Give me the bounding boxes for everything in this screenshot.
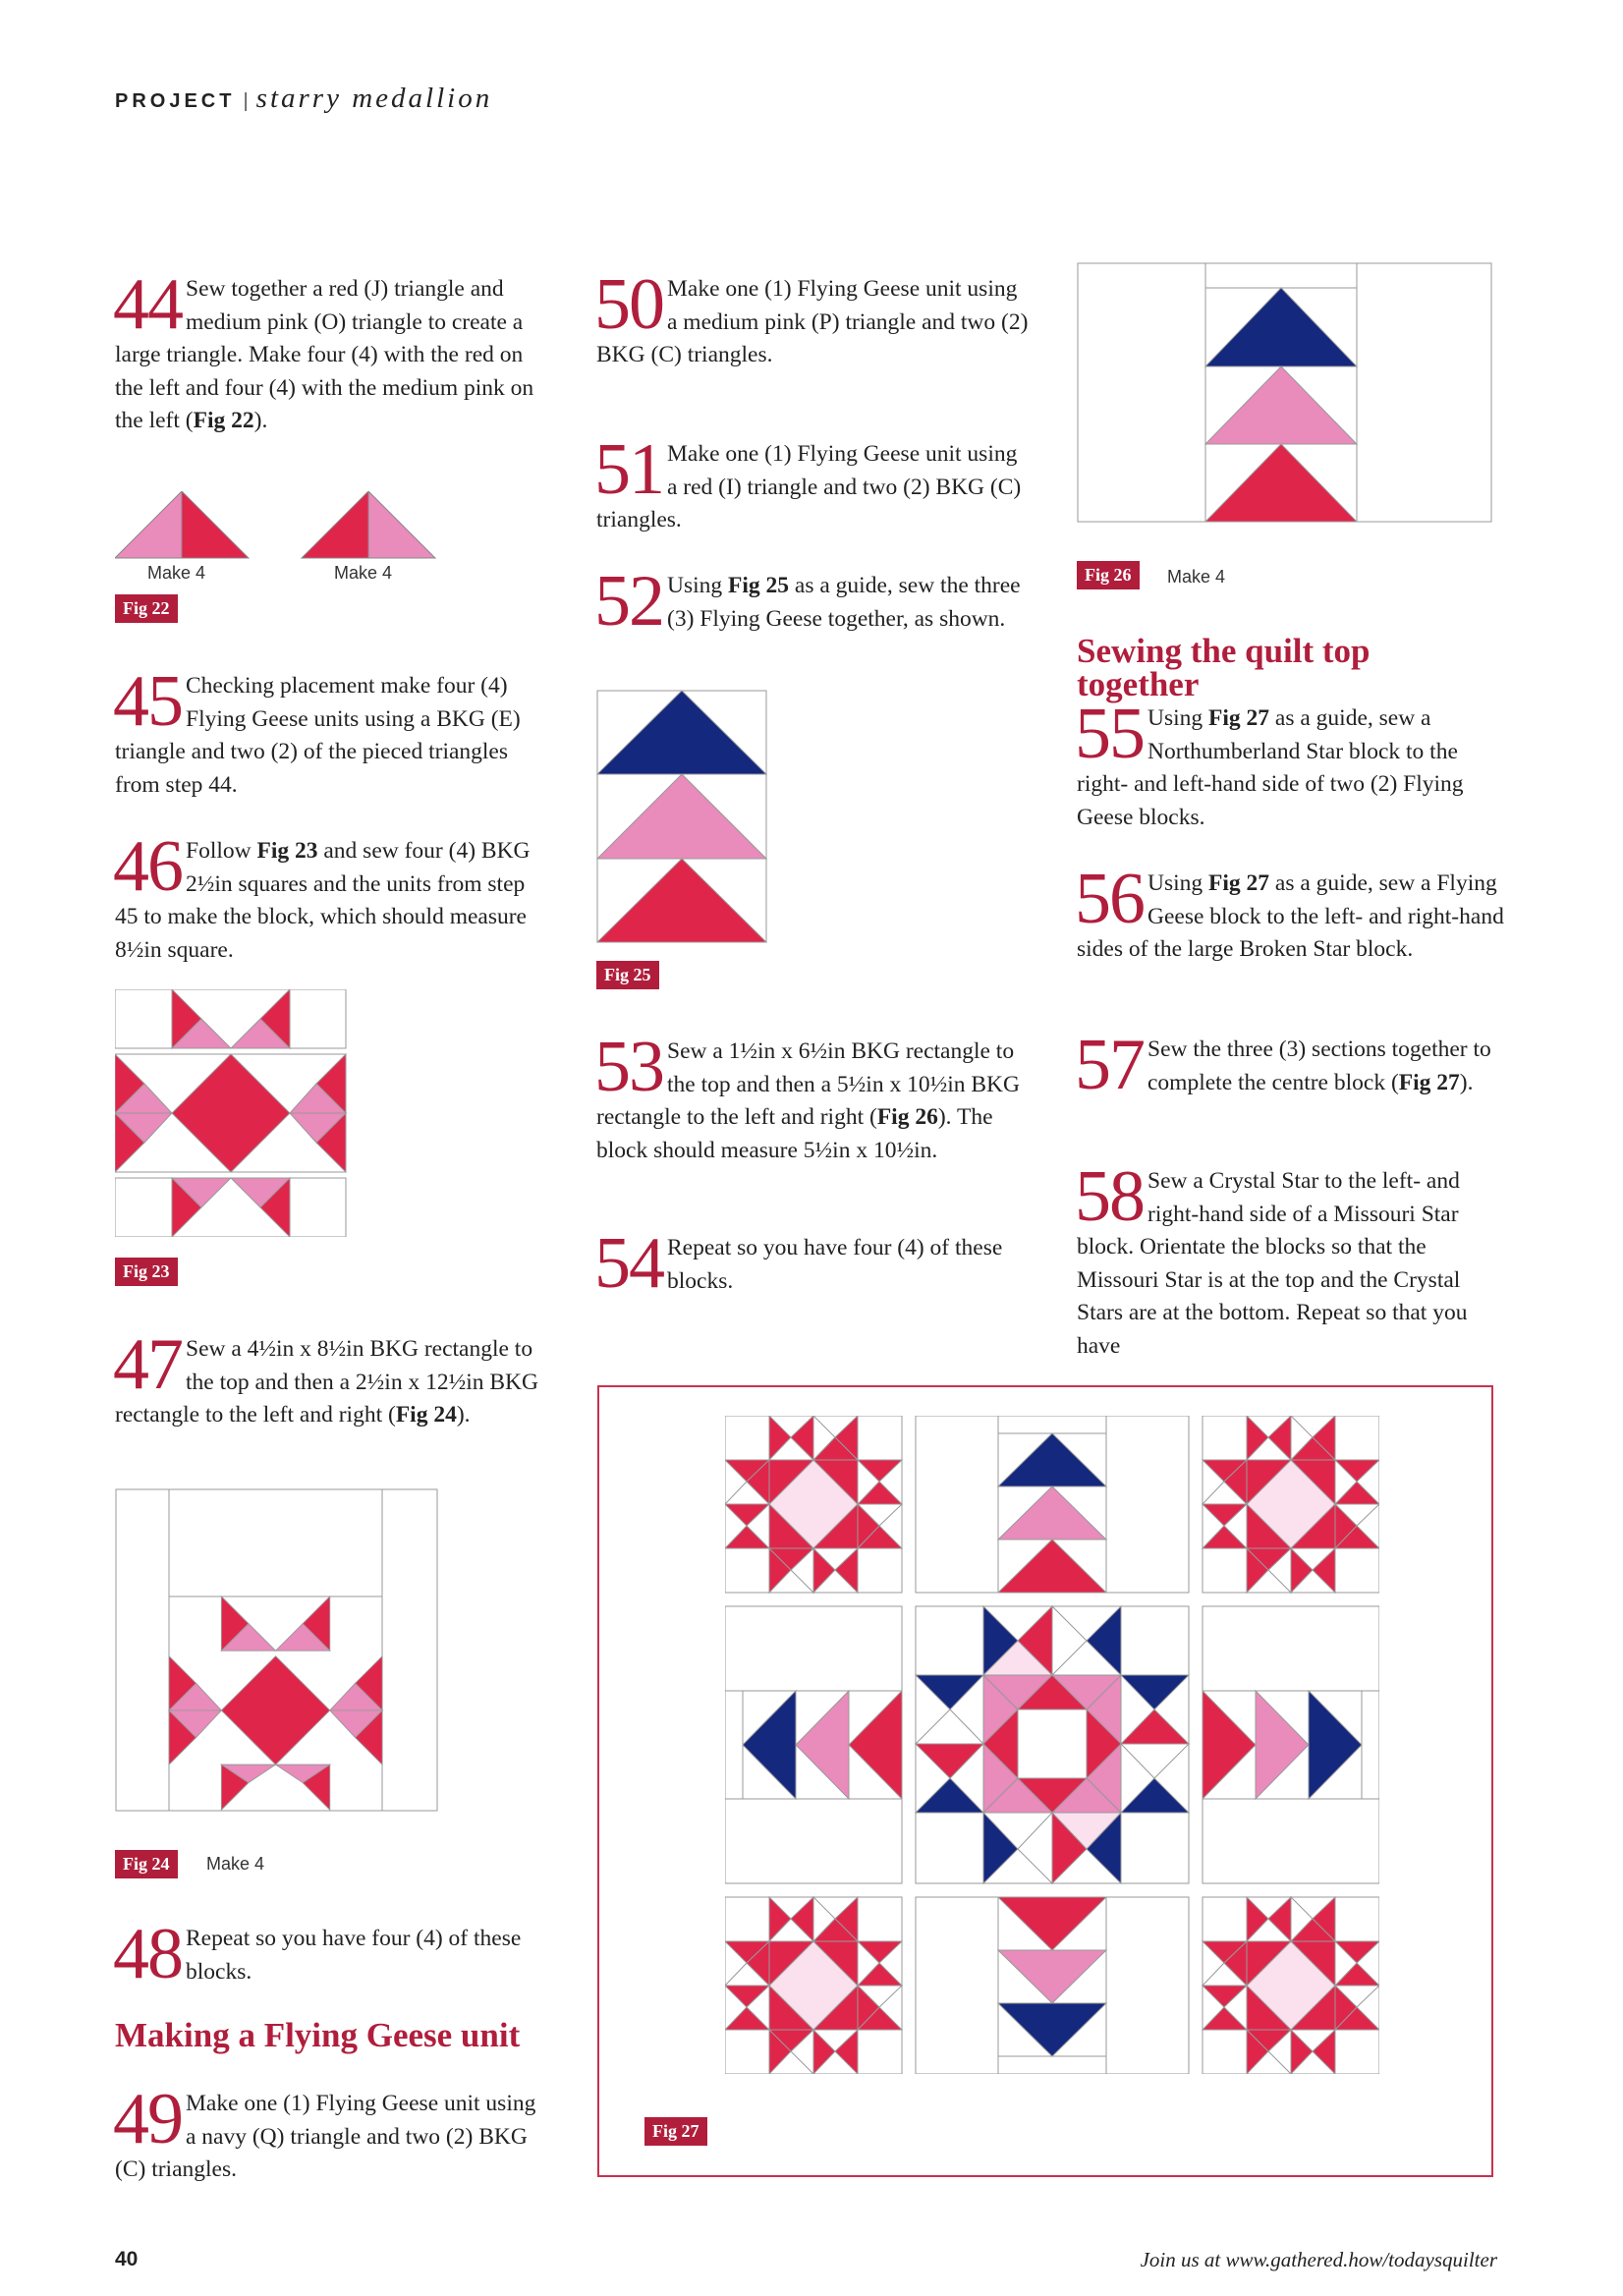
fig23-label: Fig 23 xyxy=(115,1258,178,1286)
fig24-make: Make 4 xyxy=(206,1854,265,1874)
step-number: 57 xyxy=(1075,1025,1144,1105)
fig-ref: Fig 26 xyxy=(876,1104,938,1130)
corner-star-bottom-right xyxy=(1203,1897,1379,2074)
step-52 xyxy=(594,561,1029,642)
fig25-graphic xyxy=(596,690,767,943)
step-57 xyxy=(1075,1025,1509,1105)
step-55 xyxy=(1075,694,1509,834)
footer-url: Join us at www.gathered.how/todaysquilter xyxy=(1140,2248,1497,2271)
step-number: 52 xyxy=(594,561,663,642)
fig-ref: Fig 27 xyxy=(1398,1069,1460,1095)
fig-ref: Fig 22 xyxy=(193,408,254,433)
fig-ref: Fig 27 xyxy=(1208,705,1270,731)
fig25-label: Fig 25 xyxy=(596,961,659,989)
step-number: 49 xyxy=(113,2079,182,2159)
fig27-top-geese xyxy=(916,1416,1189,1593)
fig27-bottom-geese xyxy=(916,1897,1189,2074)
step-58 xyxy=(1075,1156,1509,1363)
step-text: Make one (1) Flying Geese unit using a red (I) triangle and two (2) BKG (C) triangles. xyxy=(596,441,1022,532)
fig22-label: Fig 22 xyxy=(115,594,178,623)
step-text-pre: Using xyxy=(667,573,729,598)
step-number: 58 xyxy=(1075,1156,1144,1237)
step-text-pre: Follow xyxy=(186,838,257,864)
fig-ref: Fig 23 xyxy=(256,838,318,864)
fig27-centre-star xyxy=(916,1606,1189,1883)
corner-star-top-right xyxy=(1203,1416,1379,1593)
step-49 xyxy=(113,2079,547,2187)
step-number: 50 xyxy=(594,264,663,345)
step-54 xyxy=(594,1223,1029,1304)
step-text: Sew together a red (J) triangle and medium pink (O) triangle to create a large triangle. Make four (4) with the red on the left and four (4) with the medium pink on the left ( xyxy=(115,276,534,433)
heading-flying-geese: Making a Flying Geese unit xyxy=(115,2016,521,2054)
page-number: 40 xyxy=(115,2248,139,2270)
step-53 xyxy=(594,1027,1029,1167)
step-number: 54 xyxy=(594,1223,663,1304)
fig27-label: Fig 27 xyxy=(644,2117,707,2146)
fig22-graphic xyxy=(115,491,439,560)
step-number: 56 xyxy=(1075,859,1144,939)
step-text: Sew a 4½in x 8½in BKG rectangle to the top and then a 2½in x 12½in BKG rectangle to the left and right ( xyxy=(115,1336,538,1428)
step-46 xyxy=(113,826,547,967)
fig24-label: Fig 24 xyxy=(115,1850,178,1878)
fig-ref: Fig 27 xyxy=(1208,870,1270,896)
step-47 xyxy=(113,1324,547,1432)
step-text-pre: Using xyxy=(1147,705,1209,731)
step-48 xyxy=(113,1914,547,1994)
step-51 xyxy=(594,429,1029,537)
fig27-graphic xyxy=(725,1416,1379,2074)
step-text: as a guide, sew a Flying Geese block to the left- and right-hand sides of the large Broken Star block. xyxy=(1077,870,1504,962)
step-number: 51 xyxy=(594,429,663,510)
step-number: 46 xyxy=(113,826,182,907)
step-number: 47 xyxy=(113,1324,182,1405)
step-50 xyxy=(594,264,1029,372)
fig-ref: Fig 25 xyxy=(728,573,790,598)
section-label: PROJECT xyxy=(115,90,236,112)
running-header xyxy=(115,83,492,115)
step-number: 44 xyxy=(113,264,182,345)
step-text-end: ). xyxy=(253,408,268,433)
fig26-make: Make 4 xyxy=(1167,567,1226,587)
step-text: Sew a Crystal Star to the left- and right-hand side of a Missouri Star block. Orientate the blocks so that the Missouri Star is at the top and the Crystal Stars are at the bottom. Repeat so that you have xyxy=(1077,1168,1468,1359)
fig27-right-geese xyxy=(1203,1606,1379,1883)
fig26-label: Fig 26 xyxy=(1077,561,1140,589)
step-text-end: ). The block should measure 5½in x 10½in. xyxy=(596,1104,993,1163)
step-text: Sew a 1½in x 6½in BKG rectangle to the top and then a 5½in x 10½in BKG rectangle to the left and right ( xyxy=(596,1038,1020,1130)
step-text-end: ). xyxy=(1459,1069,1474,1095)
step-number: 45 xyxy=(113,661,182,742)
step-text-pre: Using xyxy=(1147,870,1209,896)
header-separator: | xyxy=(243,90,249,112)
step-number: 53 xyxy=(594,1027,663,1107)
step-text: Sew the three (3) sections together to complete the centre block ( xyxy=(1147,1036,1491,1095)
step-text: Make one (1) Flying Geese unit using a medium pink (P) triangle and two (2) BKG (C) triangles. xyxy=(596,276,1029,367)
heading-quilt-top: Sewing the quilt top together xyxy=(1077,632,1371,703)
step-56 xyxy=(1075,859,1509,967)
fig27-left-geese xyxy=(725,1606,902,1883)
step-number: 48 xyxy=(113,1914,182,1994)
step-text: as a guide, sew the three (3) Flying Geese together, as shown. xyxy=(667,573,1021,632)
fig26-graphic xyxy=(1077,262,1493,524)
fig22-make-right: Make 4 xyxy=(334,563,393,583)
fig23-graphic xyxy=(115,989,347,1237)
step-number: 55 xyxy=(1075,694,1144,774)
step-45 xyxy=(113,661,547,802)
step-text: Checking placement make four (4) Flying Geese units using a BKG (E) triangle and two (2) of the pieced triangles from step 44. xyxy=(115,673,521,798)
step-text: Repeat so you have four (4) of these blocks. xyxy=(667,1235,1003,1294)
step-text: Make one (1) Flying Geese unit using a navy (Q) triangle and two (2) BKG (C) triangles. xyxy=(115,2091,536,2182)
fig-ref: Fig 24 xyxy=(395,1402,457,1428)
fig22-make-left: Make 4 xyxy=(147,563,206,583)
step-text: Repeat so you have four (4) of these blocks. xyxy=(186,1926,522,1985)
step-text: as a guide, sew a Northumberland Star block to the right- and left-hand side of two (2) Flying Geese blocks. xyxy=(1077,705,1464,830)
step-44 xyxy=(113,264,547,438)
fig24-graphic xyxy=(115,1488,439,1813)
step-text: and sew four (4) BKG 2½in squares and the units from step 45 to make the block, which should measure 8½in square. xyxy=(115,838,531,963)
step-text-end: ). xyxy=(456,1402,471,1428)
corner-star-bottom-left xyxy=(725,1897,902,2074)
corner-star-top-left xyxy=(725,1416,902,1593)
project-title: starry medallion xyxy=(255,83,493,114)
